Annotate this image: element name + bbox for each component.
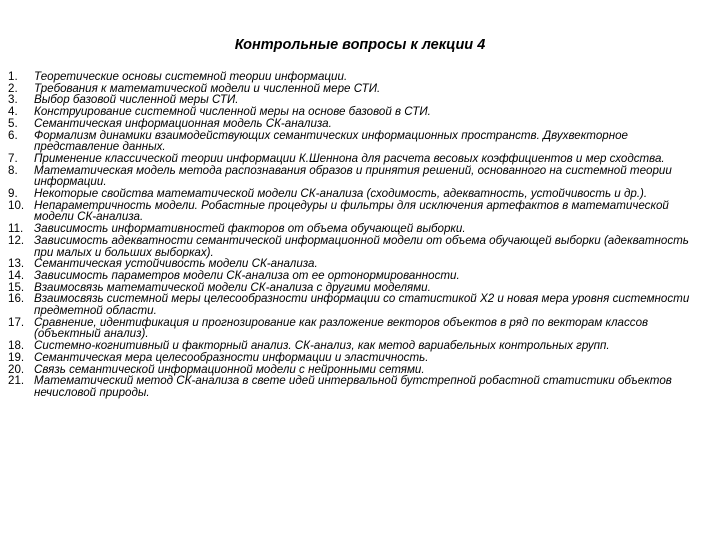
- list-item: [8, 188, 710, 200]
- page-title: Контрольные вопросы к лекции 4: [234, 37, 486, 53]
- item-number: 16.: [8, 292, 25, 306]
- questions-list: [8, 71, 710, 399]
- item-number: 15.: [8, 280, 25, 294]
- item-number: 5.: [8, 116, 18, 130]
- list-item: [8, 200, 710, 223]
- list-item: [8, 130, 710, 153]
- item-text: Зависимость информативностей факторов от объема обучающей выборки.: [34, 222, 466, 236]
- item-number: 19.: [8, 350, 25, 364]
- list-item: [8, 352, 710, 364]
- item-number: 9.: [8, 187, 18, 201]
- item-text: Сравнение, идентификация и прогнозирование как разложение векторов объектов в ряд по векторам классов (объектный анализ).: [34, 315, 649, 341]
- item-number: 1.: [8, 70, 18, 83]
- item-text: Требования к математической модели и численной мере СТИ.: [34, 81, 381, 95]
- item-text: Математическая модель метода распознавания образов и принятия решений, основанного на системной теории информации.: [34, 163, 672, 189]
- item-text: Зависимость параметров модели СК-анализа от ее ортонормированности.: [34, 268, 460, 282]
- item-text: Непараметричность модели. Робастные процедуры и фильтры для исключения артефактов в математической модели СК-анализа.: [34, 198, 669, 224]
- item-number: 13.: [8, 257, 25, 271]
- item-number: 14.: [8, 268, 25, 282]
- item-text: Системно-когнитивный и факторный анализ. СК-анализ, как метод вариабельных контрольных групп.: [34, 339, 610, 353]
- item-number: 3.: [8, 93, 18, 107]
- item-number: 20.: [8, 362, 25, 376]
- list-item: [8, 118, 710, 130]
- list-item: [8, 270, 710, 282]
- item-number: 6.: [8, 128, 18, 142]
- item-number: 7.: [8, 151, 18, 165]
- list-item: [8, 165, 710, 188]
- item-number: 8.: [8, 163, 18, 177]
- list-item: [8, 375, 710, 398]
- item-text: Зависимость адекватности семантической информационной модели от объема обучающей выборки (адекватность при малых и больших выборках).: [34, 233, 689, 259]
- item-text: Некоторые свойства математической модели СК-анализа (сходимость, адекватность, устойчивость и др.).: [34, 187, 648, 201]
- item-number: 12.: [8, 233, 25, 247]
- list-item: [8, 317, 710, 340]
- item-number: 2.: [8, 81, 18, 95]
- item-number: 11.: [8, 222, 24, 236]
- item-number: 21.: [8, 374, 25, 388]
- list-item: [8, 71, 710, 83]
- item-number: 10.: [8, 198, 25, 212]
- item-text: Семантическая информационная модель СК-анализа.: [34, 116, 332, 130]
- list-item: [8, 153, 710, 165]
- item-text: Теоретические основы системной теории информации.: [34, 70, 348, 83]
- item-text: Взаимосвязь системной меры целесообразности информации со статистикой Х2 и новая мера уровня системности предметной области.: [34, 292, 690, 318]
- item-number: 18.: [8, 339, 25, 353]
- item-text: Семантическая мера целесообразности информации и эластичность.: [34, 350, 429, 364]
- item-text: Связь семантической информационной модели с нейронными сетями.: [34, 362, 425, 376]
- item-text: Выбор базовой численной меры СТИ.: [34, 93, 239, 107]
- item-text: Математический метод СК-анализа в свете идей интервальной бутстрепной робастной статистики объектов нечисловой природы.: [34, 374, 672, 399]
- item-text: Конструирование системной численной меры на основе базовой в СТИ.: [34, 105, 431, 119]
- list-item: [8, 293, 710, 316]
- item-text: Применение классической теории информации К.Шеннона для расчета весовых коэффициентов и мер сходства.: [34, 151, 665, 165]
- item-text: Семантическая устойчивость модели СК-анализа.: [34, 257, 318, 271]
- item-text: Взаимосвязь математической модели СК-анализа с другими моделями.: [34, 280, 431, 294]
- item-number: 4.: [8, 105, 18, 119]
- item-number: 17.: [8, 315, 25, 329]
- list-item: [8, 235, 710, 258]
- item-text: Формализм динамики взаимодействующих семантических информационных пространств. Двухвекторное представление данных.: [34, 128, 628, 154]
